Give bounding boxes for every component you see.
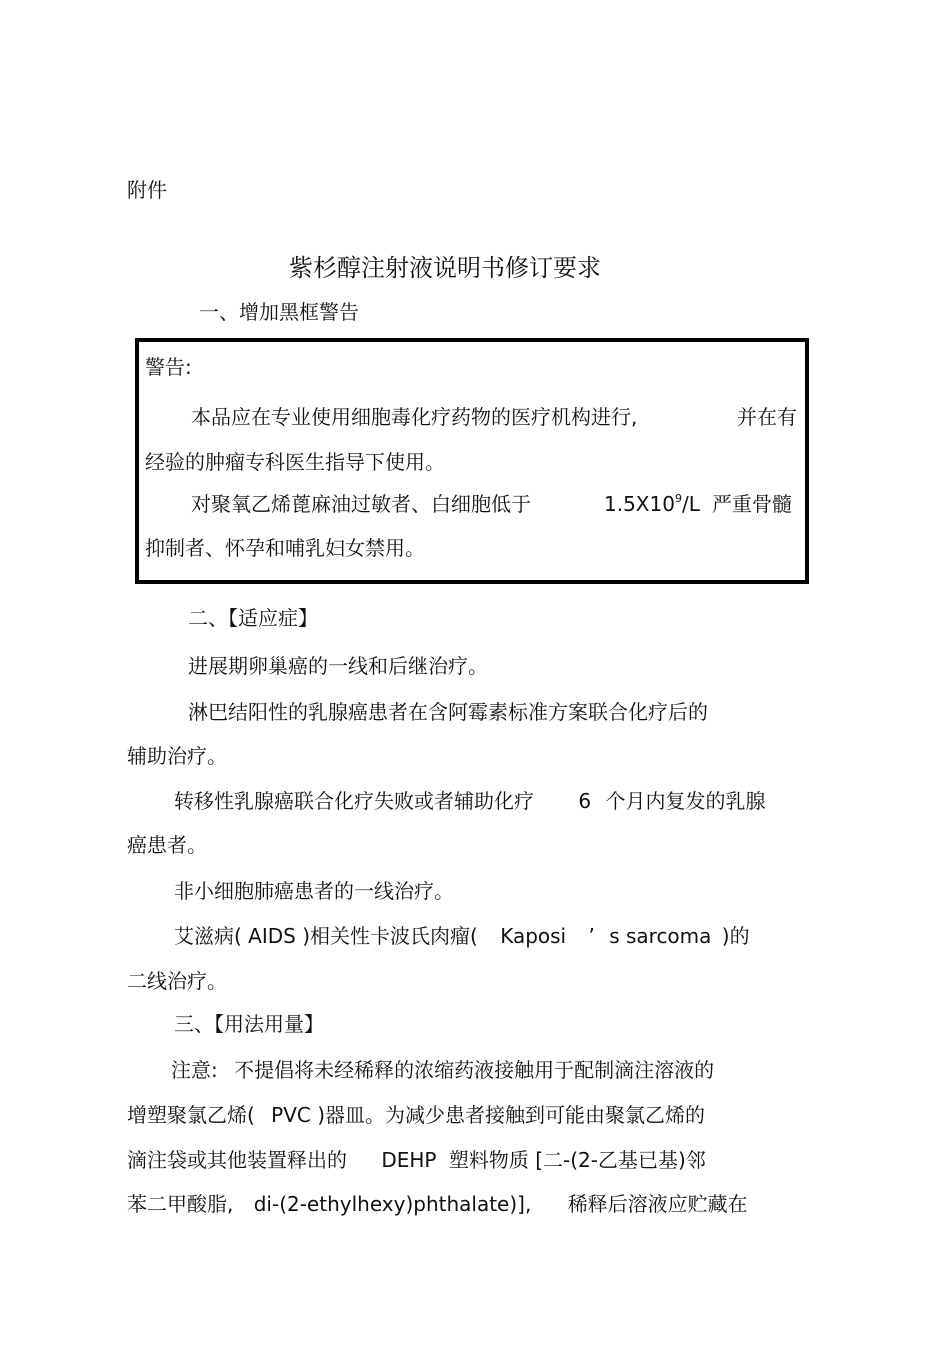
warning-p2-value [604, 492, 700, 516]
indication-line: 淋巴结阳性的乳腺癌患者在含阿霉素标准方案联合化疗后的 [188, 700, 708, 724]
dosage-line [171, 1058, 714, 1082]
aids-term: AIDS [248, 924, 296, 948]
dosage-text: 稀释后溶液应贮藏在 [567, 1192, 748, 1216]
indication-months: 6 [578, 789, 592, 813]
dosage-line [127, 1192, 748, 1216]
dosage-text: 不提倡将未经稀释的浓缩药液接触用于配制滴注溶液的 [234, 1058, 715, 1082]
warning-p1-line1a: 本品应在专业使用细胞毒化疗药物的医疗机构进行, [191, 405, 638, 429]
apostrophe: ’ [588, 924, 595, 948]
dosage-text: 滴注袋或其他装置释出的 [127, 1148, 347, 1172]
indication-text: 个月内复发的乳腺 [605, 789, 766, 813]
indication-line: 癌患者。 [127, 833, 207, 857]
warning-p1-line2: 经验的肿瘤专科医生指导下使用。 [145, 450, 445, 474]
indication-line [174, 924, 750, 948]
indication-text: 转移性乳腺癌联合化疗失败或者辅助化疗 [174, 789, 534, 813]
dosage-text: 苯二甲酸脂, [127, 1192, 234, 1216]
dehp-term: DEHP [381, 1148, 437, 1172]
wbc-exponent: 9 [674, 492, 682, 505]
dosage-text: )器皿。为减少患者接触到可能由聚氯乙烯的 [317, 1103, 706, 1127]
kaposi-term: Kaposi [500, 924, 567, 948]
sarcoma-term: s sarcoma [609, 924, 712, 948]
section3-heading: 三、【用法用量】 [174, 1012, 324, 1036]
section2-heading: 二、【适应症】 [188, 606, 318, 630]
indication-text: )相关性卡波氏肉瘤( [302, 924, 478, 948]
warning-p2-line1b: 严重骨髓 [712, 492, 792, 516]
warning-p1-line1b: 并在有 [737, 405, 797, 429]
indication-line: 二线治疗。 [127, 969, 227, 993]
section1-heading: 一、增加黑框警告 [199, 300, 359, 324]
indication-line [174, 789, 765, 813]
warning-p2-line1a: 对聚氧乙烯蓖麻油过敏者、白细胞低于 [191, 492, 531, 516]
indication-line: 辅助治疗。 [127, 744, 227, 768]
note-label: 注意: [171, 1058, 218, 1082]
indication-text: 艾滋病( [174, 924, 242, 948]
dosage-text: 增塑聚氯乙烯( [127, 1103, 255, 1127]
indication-line: 非小细胞肺癌患者的一线治疗。 [174, 879, 454, 903]
wbc-unit: /L [681, 492, 700, 516]
dosage-line [127, 1103, 705, 1127]
warning-label: 警告: [145, 355, 192, 379]
warning-p2-line2: 抑制者、怀孕和哺乳妇女禁用。 [145, 536, 425, 560]
attachment-label: 附件 [127, 178, 167, 202]
wbc-value: 1.5X10 [604, 492, 675, 516]
dosage-line [127, 1148, 706, 1172]
document-title: 紫杉醇注射液说明书修订要求 [289, 254, 601, 282]
indication-text: )的 [721, 924, 750, 948]
dosage-text: 塑料物质 [二-(2-乙基已基)邻 [448, 1148, 706, 1172]
pvc-term: PVC [271, 1103, 311, 1127]
chemical-name: di-(2-ethylhexy)phthalate)], [253, 1192, 532, 1216]
indication-line: 进展期卵巢癌的一线和后继治疗。 [188, 654, 488, 678]
